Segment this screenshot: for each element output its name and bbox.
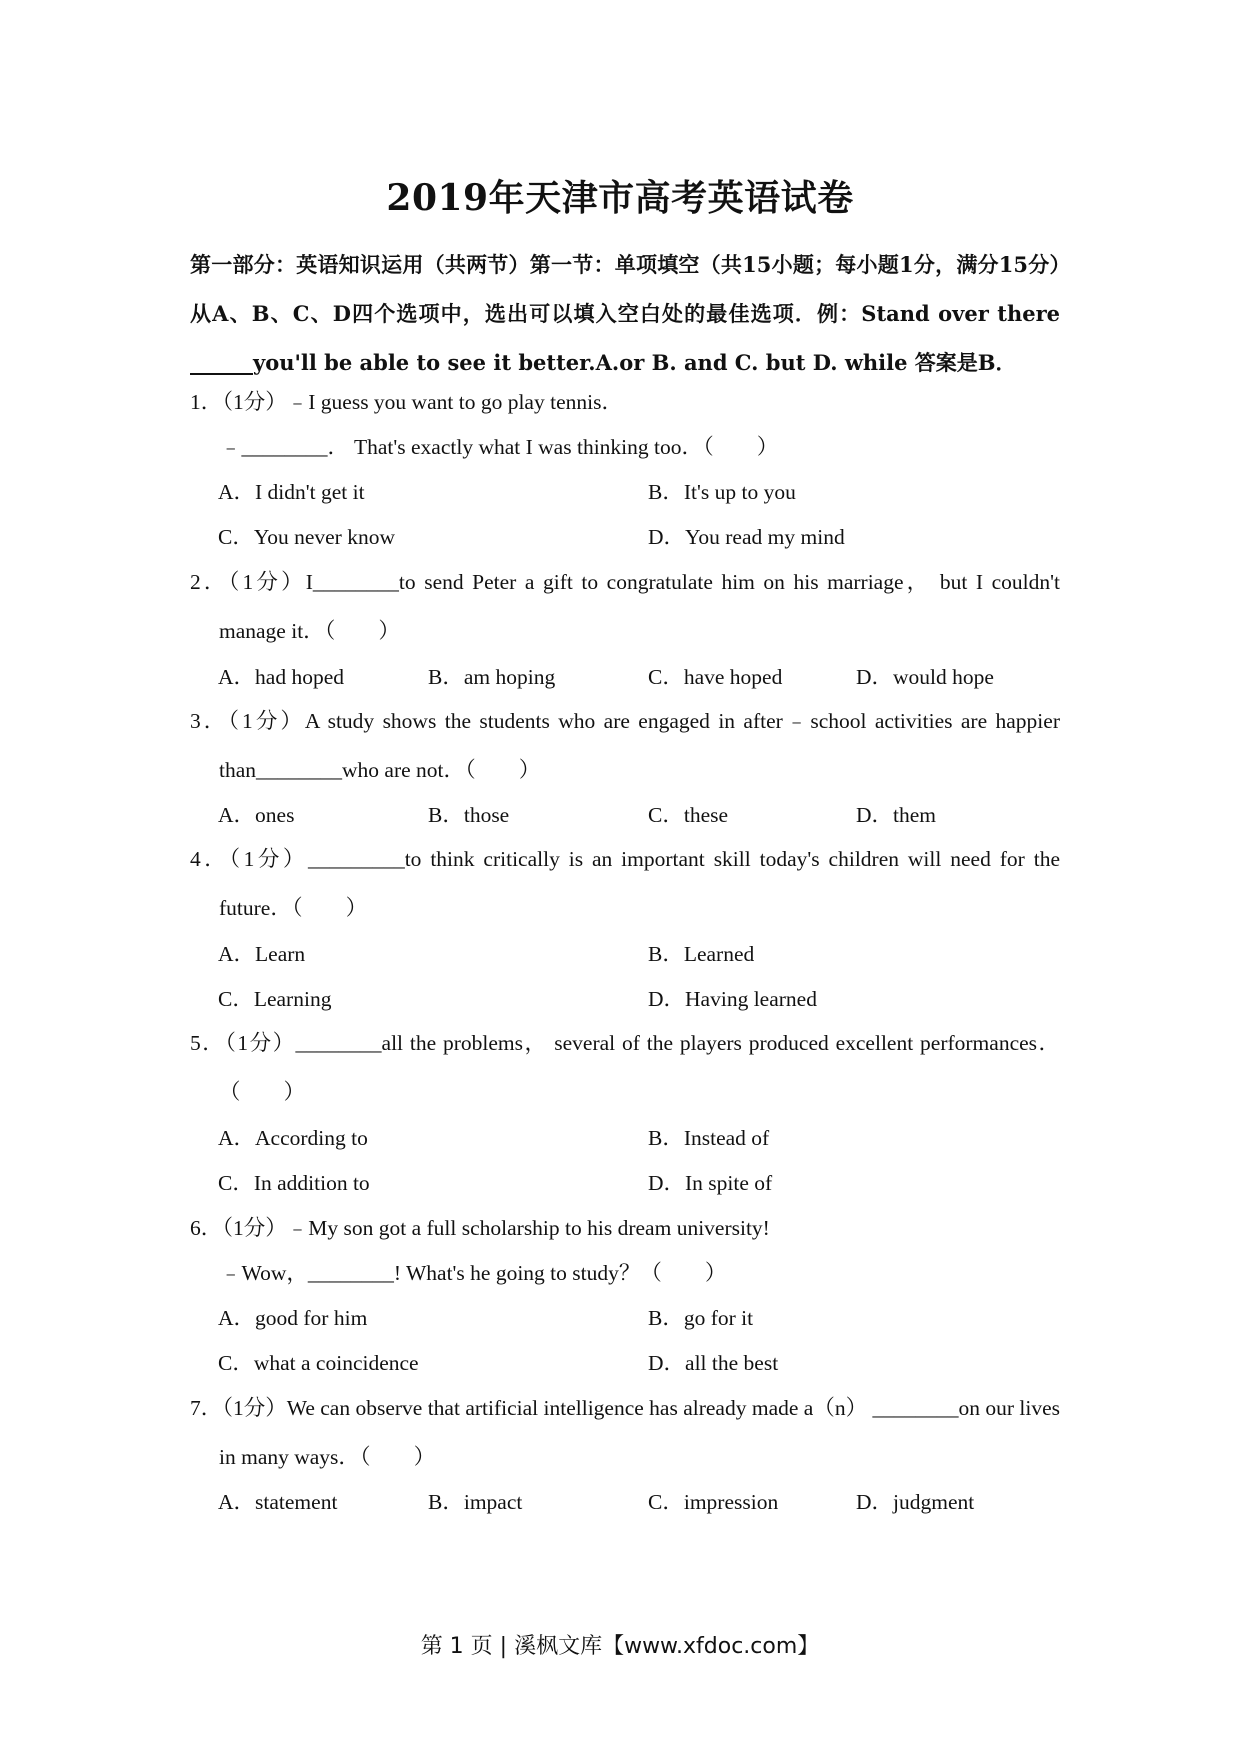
option-a[interactable]: A．Learn (218, 942, 306, 966)
option-d[interactable]: D．them (856, 803, 937, 827)
question-stem: 6．（1分）﹣My son got a full scholarship to his dream university! (190, 1216, 770, 1240)
section-instructions: 第一部分：英语知识运用（共两节）第一节：单项填空（共15小题；每小题1分，满分15分）从A、B、C、D四个选项中，选出可以填入空白处的最佳选项．例：Stand over there ______you'll be able to see it better.A.or B. and C. but D. while 答案是B． (190, 252, 1060, 375)
option-c[interactable]: C．these (648, 803, 729, 827)
option-a[interactable]: A．According to (218, 1126, 368, 1150)
question-reply-line: ﹣Wow，________! What's he going to study？（ ） (220, 1261, 727, 1285)
option-b[interactable]: B．Instead of (648, 1126, 770, 1150)
option-a[interactable]: A．ones (218, 803, 295, 827)
option-c[interactable]: C．have hoped (648, 665, 783, 689)
option-c[interactable]: C．impression (648, 1490, 779, 1514)
option-d[interactable]: D．Having learned (648, 987, 817, 1011)
option-b[interactable]: B．impact (428, 1490, 523, 1514)
option-b[interactable]: B．go for it (648, 1306, 754, 1330)
question-reply-line: ﹣________． That's exactly what I was thinking too．（ ） (220, 435, 779, 459)
option-a[interactable]: A．good for him (218, 1306, 368, 1330)
option-d[interactable]: D．You read my mind (648, 525, 845, 549)
option-a[interactable]: A．statement (218, 1490, 338, 1514)
option-a[interactable]: A．I didn't get it (218, 480, 365, 504)
option-a[interactable]: A．had hoped (218, 665, 344, 689)
option-b[interactable]: B．those (428, 803, 510, 827)
option-d[interactable]: D．In spite of (648, 1171, 773, 1195)
page-footer: 第 1 页 | 溪枫文库【www.xfdoc.com】 (420, 1634, 820, 1659)
option-c[interactable]: C．In addition to (218, 1171, 370, 1195)
question-stem: 7．（1分）We can observe that artificial intelligence has already made a（n） ________on our lives in many ways．（ ） (190, 1396, 1060, 1469)
option-c[interactable]: C．what a coincidence (218, 1351, 419, 1375)
option-b[interactable]: B．am hoping (428, 665, 556, 689)
question-stem: 1．（1分）﹣I guess you want to go play tennis． (190, 390, 623, 414)
option-c[interactable]: C．Learning (218, 987, 332, 1011)
page-title: 2019年天津市高考英语试卷 (386, 177, 854, 219)
question-stem: 5．（1分）________all the problems， several of the players produced excellent performances．（ ） (190, 1031, 1060, 1104)
option-b[interactable]: B．It's up to you (648, 480, 796, 504)
option-d[interactable]: D．all the best (648, 1351, 779, 1375)
option-c[interactable]: C．You never know (218, 525, 395, 549)
option-b[interactable]: B．Learned (648, 942, 755, 966)
question-stem: 3．（1分）A study shows the students who are engaged in after﹣school activities are happier than________who are not．（ ） (190, 709, 1060, 782)
option-d[interactable]: D．judgment (856, 1490, 975, 1514)
question-stem: 4．（1分）_________to think critically is an important skill today's children will need for the future．（ ） (190, 847, 1060, 920)
question-stem: 2．（1分）I________to send Peter a gift to congratulate him on his marriage， but I couldn't manage it．（ ） (190, 570, 1060, 643)
option-d[interactable]: D．would hope (856, 665, 994, 689)
